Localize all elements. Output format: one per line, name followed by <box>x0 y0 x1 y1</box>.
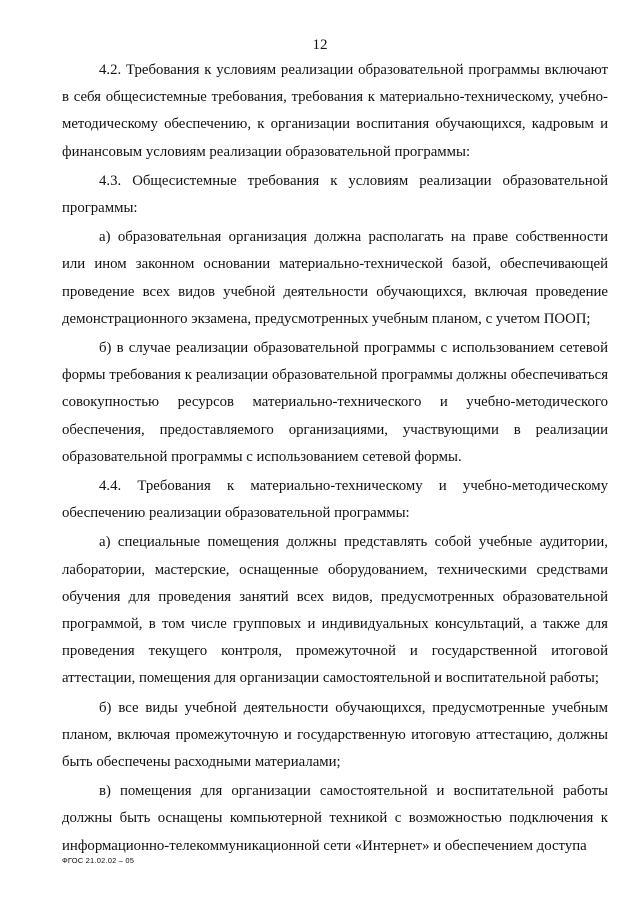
paragraph-4-4-v: в) помещения для организации самостоятельной и воспитательной работы должны быть оснащены компьютерной техникой с возможностью подключения к информационно-телекоммуникационной сети «Интернет» и обеспечением доступа <box>62 783 608 854</box>
paragraph-4-2: 4.2. Требования к условиям реализации образовательной программы включают в себя общесистемные требования, требования к материально-техническому, учебно-методическому обеспечению, к организации воспитания обучающихся, кадровым и финансовым условиям реализации образовательной программы: <box>62 62 608 160</box>
paragraph-4-3-a: а) образовательная организация должна располагать на праве собственности или ином законном основании материально-технической базой, обеспечивающей проведение всех видов учебной деятельности обучающихся, включая проведение демонстрационного экзамена, предусмотренных учебным планом, с учетом ПООП; <box>62 229 608 327</box>
paragraph-4-4-b: б) все виды учебной деятельности обучающихся, предусмотренные учебным планом, включая промежуточную и государственную итоговую аттестацию, должны быть обеспечены расходными материалами; <box>62 699 608 771</box>
footer-document-code: ФГОС 21.02.02 – 05 <box>62 856 135 865</box>
page-number: 12 <box>312 37 328 53</box>
paragraph-4-3-b: б) в случае реализации образовательной программы с использованием сетевой формы требования к реализации образовательной программы должны обеспечиваться совокупностью ресурсов материально-технического и учебно-методического обеспечения, предоставляемого организациями, участвующими в реализации образовательной программы с использованием сетевой формы. <box>62 340 608 465</box>
document-body <box>62 57 608 862</box>
paragraph-4-4: 4.4. Требования к материально-техническому и учебно-методическому обеспечению реализации образовательной программы: <box>62 478 608 522</box>
paragraph-4-3: 4.3. Общесистемные требования к условиям реализации образовательной программы: <box>62 172 608 217</box>
paragraph-4-4-a: а) специальные помещения должны представлять собой учебные аудитории, лаборатории, мастерские, оснащенные оборудованием, техническими средствами обучения для проведения занятий всех видов, предусмотренных образовательной программой, в том числе групповых и индивидуальных консультаций, а также для проведения текущего контроля, промежуточной и государственной итоговой аттестации, помещения для организации самостоятельной и воспитательной работы; <box>62 534 608 687</box>
